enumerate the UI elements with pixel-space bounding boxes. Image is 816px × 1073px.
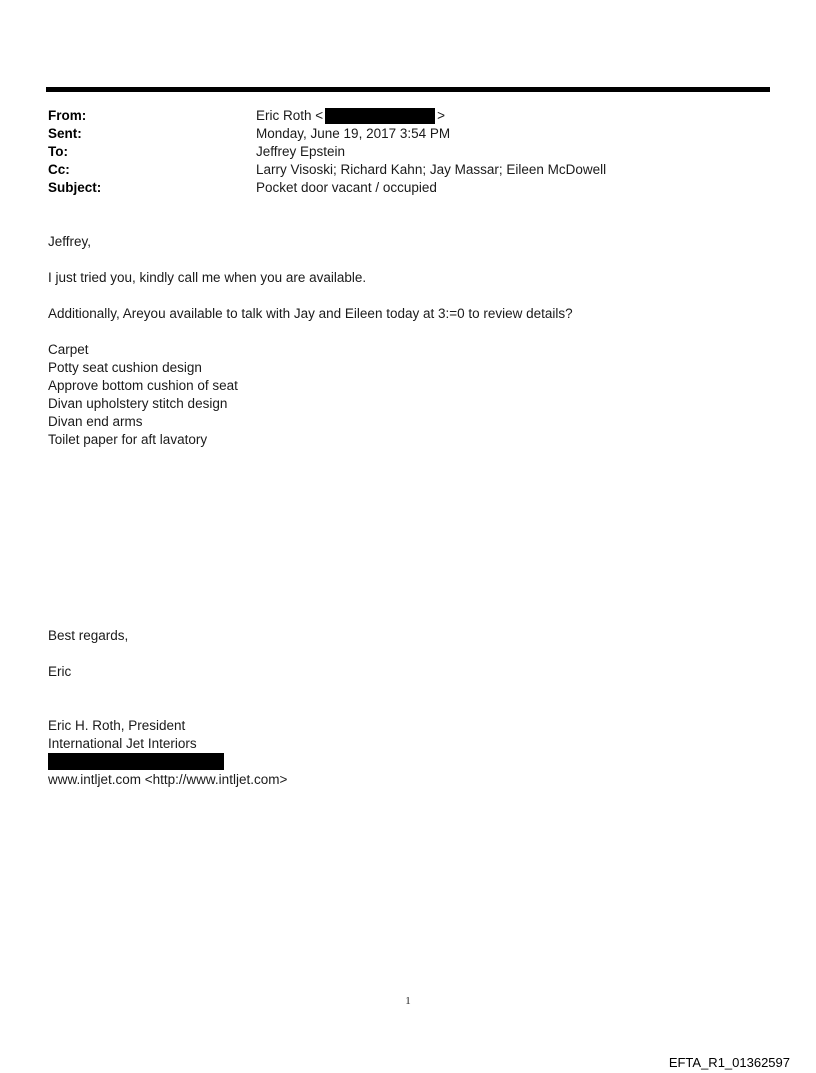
list-item: Divan end arms	[48, 414, 143, 429]
from-close: >	[437, 108, 446, 123]
cc-value: Larry Visoski; Richard Kahn; Jay Massar; Eileen McDowell	[256, 162, 607, 177]
signature-name: Eric H. Roth, President	[48, 718, 186, 733]
list-item: Approve bottom cushion of seat	[48, 378, 238, 393]
from-value	[256, 107, 445, 125]
from-label: From:	[48, 108, 87, 123]
list-item: Carpet	[48, 342, 89, 357]
sent-value: Monday, June 19, 2017 3:54 PM	[256, 126, 451, 141]
email-header	[48, 107, 768, 197]
sent-row	[48, 125, 768, 143]
list-item: Potty seat cushion design	[48, 360, 202, 375]
bates-number: EFTA_R1_01362597	[668, 1055, 790, 1070]
signoff: Eric	[48, 664, 72, 679]
list-item: Divan upholstery stitch design	[48, 396, 228, 411]
signature-website[interactable]: www.intljet.com <http://www.intljet.com>	[48, 772, 288, 787]
body-line-2: Additionally, Areyou available to talk with Jay and Eileen today at 3:=0 to review details?	[48, 306, 573, 321]
redacted-email	[325, 108, 435, 124]
list-item: Toilet paper for aft lavatory	[48, 432, 208, 447]
page-number: 1	[405, 995, 411, 1007]
greeting: Jeffrey,	[48, 234, 92, 249]
body-line-1: I just tried you, kindly call me when you are available.	[48, 270, 367, 285]
header-rule	[46, 87, 770, 92]
to-value: Jeffrey Epstein	[256, 144, 346, 159]
subject-value: Pocket door vacant / occupied	[256, 180, 437, 195]
signature-company: International Jet Interiors	[48, 736, 197, 751]
sent-label: Sent:	[48, 126, 82, 141]
cc-row	[48, 161, 768, 179]
item-list	[48, 341, 238, 449]
cc-label: Cc:	[48, 162, 70, 177]
from-row	[48, 107, 768, 125]
from-name: Eric Roth <	[256, 108, 324, 123]
redacted-contact	[48, 753, 224, 770]
subject-label: Subject:	[48, 180, 102, 195]
to-row	[48, 143, 768, 161]
closing: Best regards,	[48, 628, 129, 643]
to-label: To:	[48, 144, 68, 159]
subject-row	[48, 179, 768, 197]
